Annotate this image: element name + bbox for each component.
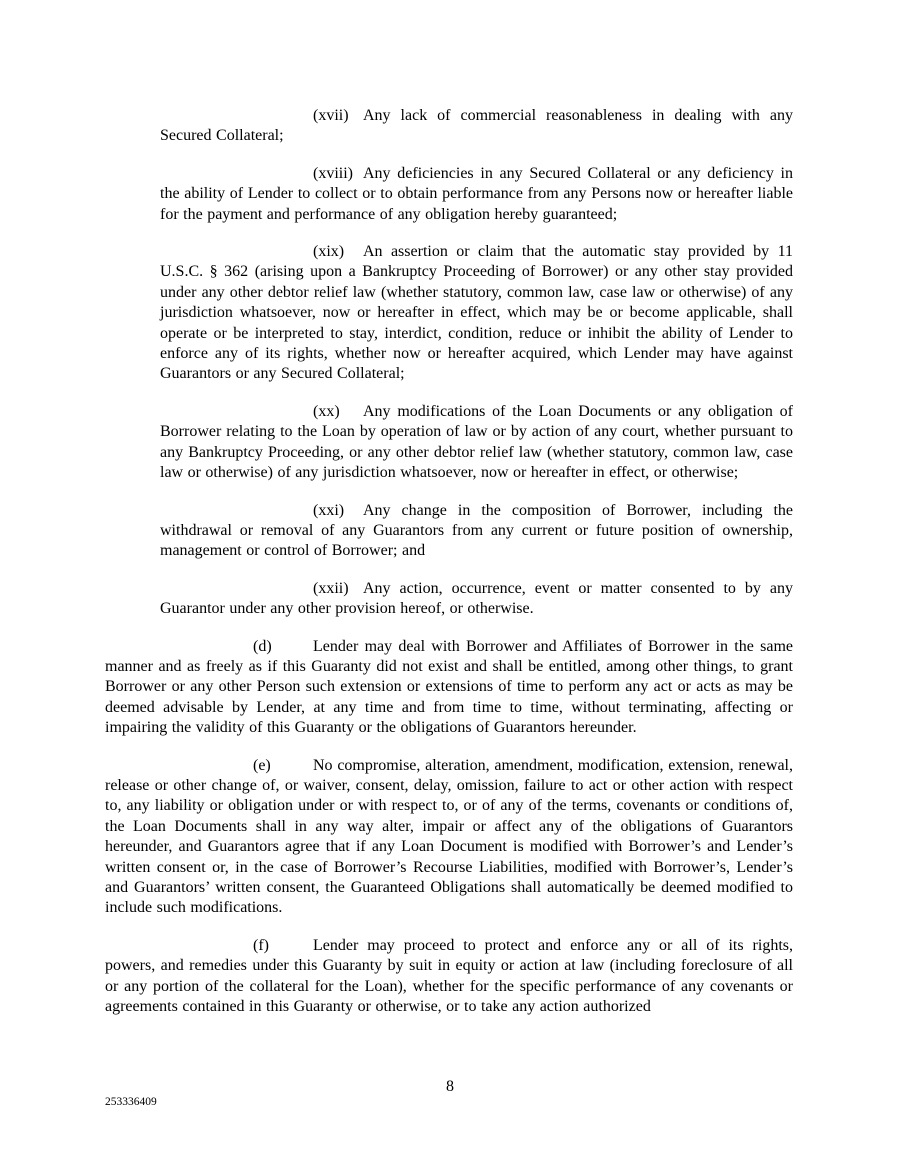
paragraph-text: No compromise, alteration, amendment, modification, extension, renewal, release or other change of, or waiver, consent, delay, omission, failure to act or other action with respect to, any liability or obligation under or with respect to, or of any of the terms, covenants or conditions of, the Loan Documents shall in any way alter, impair or affect any of the obligations of Guarantors hereunder, and Guarantors agree that if any Loan Document is modified with Borrower’s and Lender’s written consent or, in the case of Borrower’s Recourse Liabilities, modified with Borrower’s, Lender’s and Guarantors’ written consent, the Guaranteed Obligations shall automatically be deemed modified to include such modifications. <box>105 756 793 917</box>
paragraph-label: (f) <box>253 936 269 954</box>
paragraph-text: Lender may proceed to protect and enforce any or all of its rights, powers, and remedies under this Guaranty by suit in equity or action at law (including foreclosure of all or any portion of the collateral for the Loan), whether for the specific performance of any covenants or agreements contained in this Guaranty or otherwise, or to take any action authorized <box>105 936 793 1016</box>
clause-text: An assertion or claim that the automatic stay provided by 11 U.S.C. § 362 (arising upon a Bankruptcy Proceeding of Borrower) or any other stay provided under any other debtor relief law (whether statutory, common law, case law or otherwise) of any jurisdiction whatsoever, now or hereafter in effect, which may be or become applicable, shall operate or be interpreted to stay, interdict, condition, reduce or inhibit the ability of Lender to enforce any of its rights, whether now or hereafter acquired, which Lender may have against Guarantors or any Secured Collateral; <box>160 243 793 383</box>
document-body <box>105 106 793 1034</box>
paragraph-label: (d) <box>253 637 272 655</box>
paragraph-f <box>105 936 793 1018</box>
clause-xx <box>160 402 793 484</box>
clause-label: (xix) <box>313 243 345 261</box>
clause-text: Any action, occurrence, event or matter consented to by any Guarantor under any other provision hereof, or otherwise. <box>160 579 793 618</box>
clause-text: Any lack of commercial reasonableness in dealing with any Secured Collateral; <box>160 107 793 145</box>
clause-label: (xvii) <box>313 107 349 124</box>
clause-label: (xxii) <box>313 579 349 597</box>
clause-label: (xxi) <box>313 501 345 519</box>
clause-text: Any change in the composition of Borrower, including the withdrawal or removal of any Guarantors from any current or future position of ownership, management or control of Borrower; and <box>160 501 793 560</box>
clause-xxi <box>160 501 793 562</box>
clause-xix <box>160 242 793 385</box>
document-number: 253336409 <box>105 1096 157 1108</box>
paragraph-label: (e) <box>253 756 271 774</box>
clause-text: Any modifications of the Loan Documents or any obligation of Borrower relating to the Loan by operation of law or by action of any court, whether pursuant to any Bankruptcy Proceeding, or any other debtor relief law (whether statutory, common law, case law or otherwise) of any jurisdiction whatsoever, now or hereafter in effect, or otherwise; <box>160 402 793 482</box>
clause-xviii <box>160 164 793 225</box>
clause-text: Any deficiencies in any Secured Collateral or any deficiency in the ability of Lender to collect or to obtain performance from any Persons now or hereafter liable for the payment and performance of any obligation hereby guaranteed; <box>160 164 793 223</box>
clause-xxii <box>160 579 793 620</box>
page-number: 8 <box>446 1078 454 1095</box>
paragraph-e <box>105 756 793 919</box>
clause-label: (xviii) <box>313 164 353 182</box>
paragraph-d <box>105 637 793 739</box>
paragraph-text: Lender may deal with Borrower and Affiliates of Borrower in the same manner and as freely as if this Guaranty did not exist and shall be entitled, among other things, to grant Borrower or any other Person such extension or extensions of time to perform any act or acts as may be deemed advisable by Lender, at any time and from time to time, without terminating, affecting or impairing the validity of this Guaranty or the obligations of Guarantors hereunder. <box>105 637 793 737</box>
clause-xvii <box>160 106 793 147</box>
clause-label: (xx) <box>313 402 340 420</box>
